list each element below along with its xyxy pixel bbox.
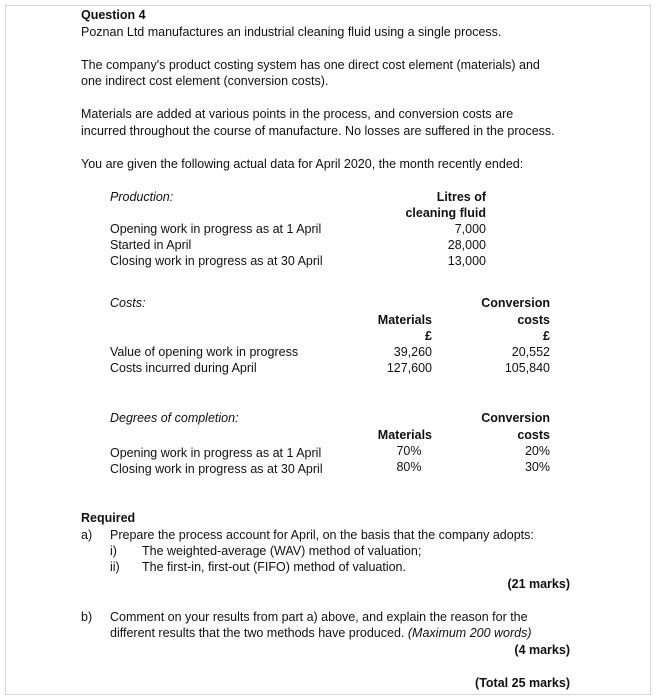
production-header-line-1: Litres of [436,190,486,204]
production-row-value: 13,000 [447,254,486,268]
production-label: Production: [110,190,174,204]
production-header-line-2: cleaning fluid [405,206,486,220]
paragraph-1-line-1: The company's product costing system has one direct cost element (materials) and [81,58,540,72]
part-a-ii-label: ii) [110,560,120,574]
completion-label: Degrees of completion: [110,411,239,425]
question-title: Question 4 [81,8,146,22]
paragraph-2-line-1: Materials are added at various points in the process, and conversion costs are [81,107,514,121]
completion-materials-header: Materials [377,428,432,442]
completion-conversion-header-line-1: Conversion [481,411,550,425]
total-marks: (Total 25 marks) [475,676,570,690]
costs-label: Costs: [110,296,146,310]
part-b-text-line-2 [110,626,532,640]
part-b-text-line-1: Comment on your results from part a) above, and explain the reason for the [110,610,528,624]
costs-row-conversion: 20,552 [511,345,550,359]
part-a-marks: (21 marks) [507,577,570,591]
part-a-ii-text: The first-in, first-out (FIFO) method of valuation. [142,560,406,574]
part-b-word-limit: (Maximum 200 words) [407,626,532,640]
completion-conversion-header-line-2: costs [517,428,550,442]
costs-conversion-currency: £ [543,329,550,343]
part-b-text-line-2-plain: different results that the two methods have produced. [110,626,405,640]
required-heading: Required [81,511,136,525]
completion-row-materials: 80% [396,460,422,474]
part-b-marks: (4 marks) [514,643,570,657]
costs-row-materials: 39,260 [393,345,432,359]
paragraph-1-line-2: one indirect cost element (conversion costs). [81,74,329,88]
production-row-label: Closing work in progress as at 30 April [110,254,323,268]
production-row-value: 28,000 [447,238,486,252]
costs-conversion-header-line-2: costs [517,313,550,327]
production-row-label: Opening work in progress as at 1 April [110,222,322,236]
costs-materials-currency: £ [425,329,432,343]
costs-materials-header: Materials [377,313,432,327]
part-a-i-text: The weighted-average (WAV) method of valuation; [142,544,422,558]
costs-row-label: Costs incurred during April [110,361,257,375]
part-a-i-label: i) [110,544,117,558]
completion-row-conversion: 20% [524,444,550,458]
part-a-label: a) [81,528,93,542]
completion-row-label: Opening work in progress as at 1 April [110,446,322,460]
costs-row-conversion: 105,840 [504,361,550,375]
paragraph-3: You are given the following actual data for April 2020, the month recently ended: [81,157,524,171]
costs-row-materials: 127,600 [386,361,432,375]
completion-row-materials: 70% [396,444,422,458]
part-b-label: b) [81,610,93,624]
paragraph-2-line-2: incurred throughout the course of manufacture. No losses are suffered in the process. [81,124,555,138]
part-a-text: Prepare the process account for April, on the basis that the company adopts: [110,528,534,542]
intro-text: Poznan Ltd manufactures an industrial cleaning fluid using a single process. [81,25,502,39]
completion-row-conversion: 30% [524,460,550,474]
production-row-label: Started in April [110,238,192,252]
completion-row-label: Closing work in progress as at 30 April [110,462,323,476]
production-row-value: 7,000 [454,222,486,236]
costs-conversion-header-line-1: Conversion [481,296,550,310]
costs-row-label: Value of opening work in progress [110,345,299,359]
